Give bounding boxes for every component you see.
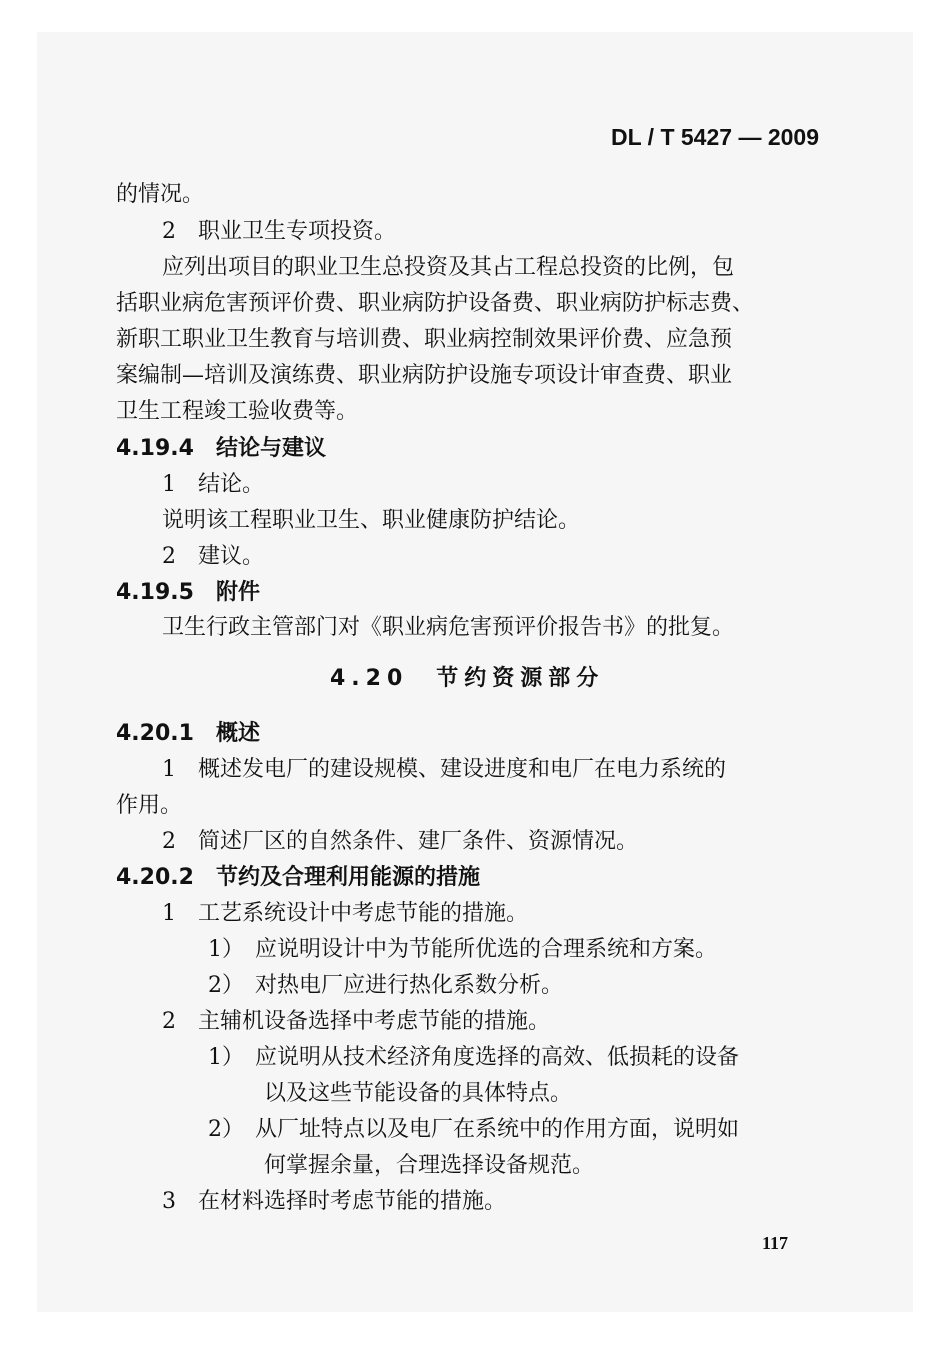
paragraph-line: 的情况。 [116,182,205,207]
list-item: 1 结论。 [162,472,264,497]
list-item: 3 在材料选择时考虑节能的措施。 [162,1189,506,1214]
clause-heading-4-19-5: 4.19.5 附件 [116,580,260,605]
paragraph-line: 说明该工程职业卫生、职业健康防护结论。 [162,508,581,533]
list-item: 2 简述厂区的自然条件、建厂条件、资源情况。 [162,829,638,854]
sub-list-item: 2） 从厂址特点以及电厂在系统中的作用方面，说明如 [208,1117,739,1142]
sub-list-item-continuation: 以及这些节能设备的具体特点。 [264,1081,573,1106]
list-item: 1 工艺系统设计中考虑节能的措施。 [162,901,528,926]
page-number: 117 [762,1233,789,1253]
sub-list-item: 1） 应说明从技术经济角度选择的高效、低损耗的设备 [208,1045,739,1070]
clause-heading-4-19-4: 4.19.4 结论与建议 [116,436,326,461]
list-item: 2 主辅机设备选择中考虑节能的措施。 [162,1009,550,1034]
paragraph-line: 卫生行政主管部门对《职业病危害预评价报告书》的批复。 [162,615,735,640]
paragraph-line: 作用。 [116,793,183,818]
clause-heading-4-20-2: 4.20.2 节约及合理利用能源的措施 [116,865,480,890]
standard-number-header: DL / T 5427 — 2009 [611,124,819,150]
list-item: 2 职业卫生专项投资。 [162,219,396,244]
paragraph-line: 括职业病危害预评价费、职业病防护设备费、职业病防护标志费、 [116,291,755,316]
section-title-4-20: 4.20 节约资源部分 [330,666,605,691]
clause-heading-4-20-1: 4.20.1 概述 [116,721,260,746]
paragraph-line: 应列出项目的职业卫生总投资及其占工程总投资的比例，包 [162,255,735,280]
paragraph-line: 案编制—培训及演练费、职业病防护设施专项设计审查费、职业 [116,363,733,388]
list-item: 2 建议。 [162,544,264,569]
list-item: 1 概述发电厂的建设规模、建设进度和电厂在电力系统的 [162,757,726,782]
paragraph-line: 新职工职业卫生教育与培训费、职业病控制效果评价费、应急预 [116,327,733,352]
sub-list-item: 1） 应说明设计中为节能所优选的合理系统和方案。 [208,937,717,962]
sub-list-item: 2） 对热电厂应进行热化系数分析。 [208,973,563,998]
sub-list-item-continuation: 何掌握余量，合理选择设备规范。 [264,1153,595,1178]
paragraph-line: 卫生工程竣工验收费等。 [116,399,359,424]
